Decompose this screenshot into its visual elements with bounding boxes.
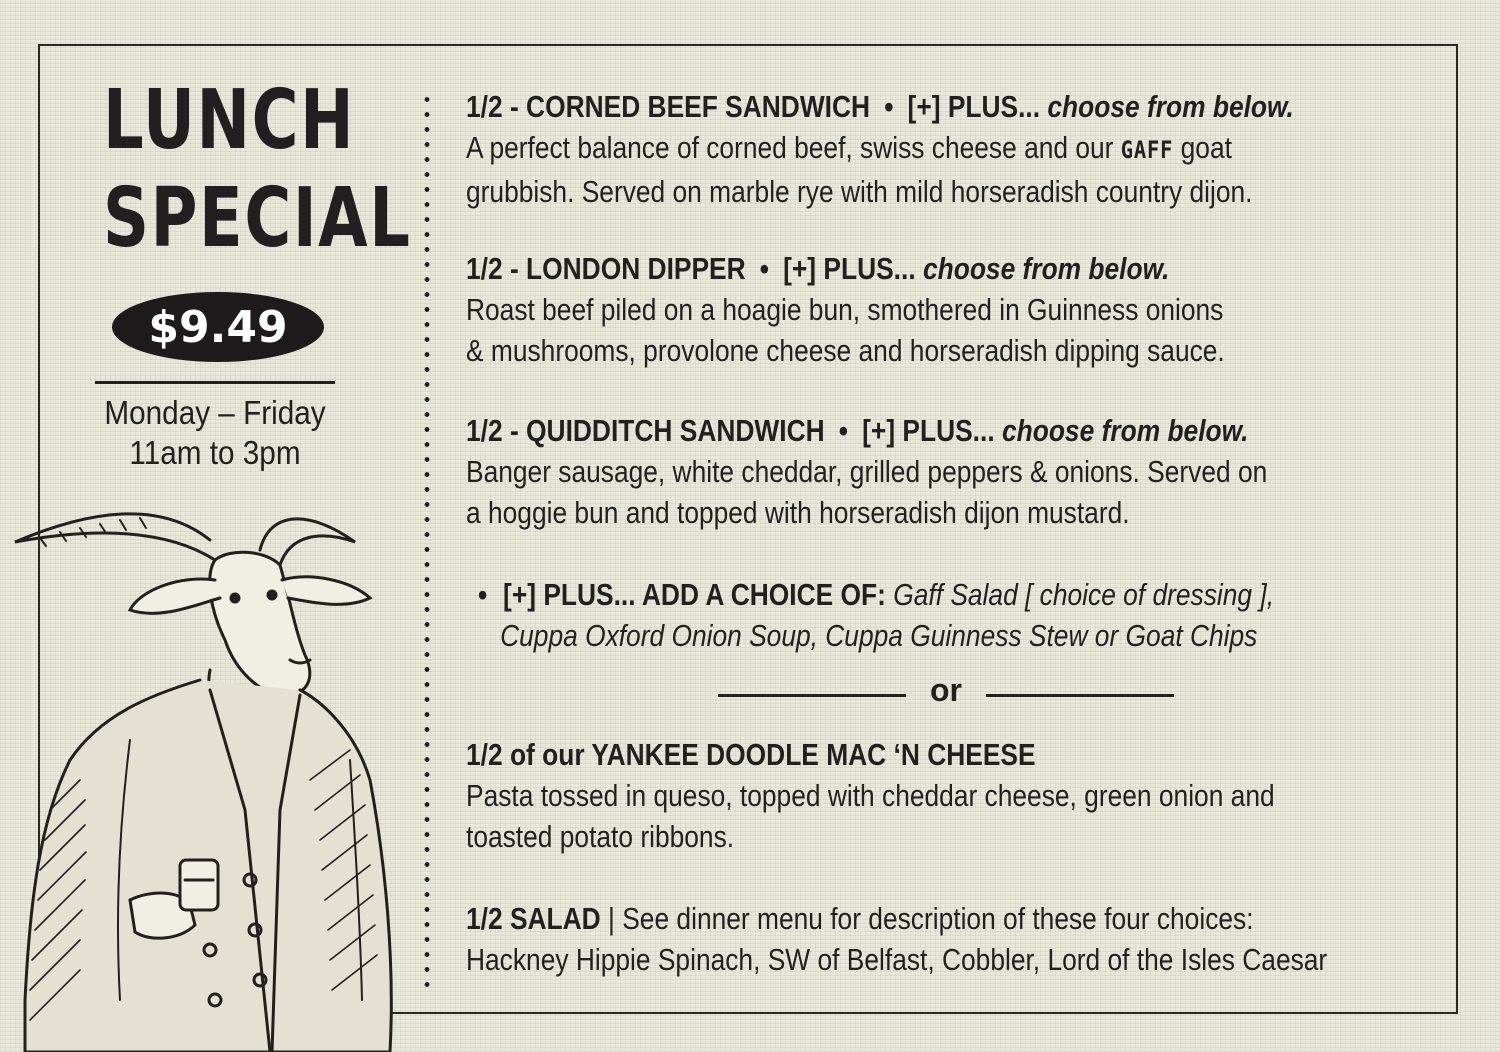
item-description: & mushrooms, provolone cheese and horseradish dipping sauce. [466, 333, 1225, 368]
menu-item-quidditch [466, 410, 1426, 533]
bullet-separator: • [838, 413, 849, 448]
or-text: or [930, 672, 962, 708]
item-description: See dinner menu for description of these four choices: [622, 901, 1254, 936]
menu-item-salad [466, 898, 1426, 980]
item-description: goat [1180, 130, 1232, 165]
addon-options: Gaff Salad [ choice of dressing ], [893, 577, 1275, 612]
item-description: Pasta tossed in queso, topped with cheddar cheese, green onion and [466, 778, 1275, 813]
lunch-title: LUNCH [103, 73, 356, 168]
dotted-divider [424, 92, 430, 992]
divider-rule [95, 381, 335, 384]
pipe-separator: | [608, 901, 615, 936]
addon-options: Cuppa Oxford Onion Soup, Cuppa Guinness Stew or Goat Chips [500, 618, 1258, 653]
goat-gentleman-illustration [10, 480, 410, 1052]
item-heading: 1/2 - QUIDDITCH SANDWICH [466, 413, 825, 448]
special-title: SPECIAL [103, 171, 412, 266]
item-description: toasted potato ribbons. [466, 819, 735, 854]
plus-label: [+] PLUS... [907, 89, 1041, 124]
addon-bullet: • [478, 577, 488, 612]
addon-label: [+] PLUS... ADD A CHOICE OF: [503, 577, 886, 612]
item-heading: 1/2 of our YANKEE DOODLE MAC ‘N CHEESE [466, 737, 1036, 772]
days-text: Monday – Friday [104, 394, 326, 431]
item-description: Roast beef piled on a hoagie bun, smothered in Guinness onions [466, 292, 1224, 327]
addon-choices [478, 574, 1438, 656]
menu-item-mac-cheese [466, 734, 1426, 857]
choose-label: choose from below. [922, 251, 1170, 286]
or-divider [718, 672, 1174, 716]
item-description: A perfect balance of corned beef, swiss cheese and our [466, 130, 1114, 165]
bullet-separator: • [884, 89, 894, 124]
item-heading: 1/2 SALAD [466, 901, 601, 936]
item-heading: 1/2 - CORNED BEEF SANDWICH [466, 89, 871, 124]
gaff-logo: GAFF [1120, 136, 1174, 164]
item-description: Hackney Hippie Spinach, SW of Belfast, Cobbler, Lord of the Isles Caesar [466, 942, 1328, 977]
item-description: Banger sausage, white cheddar, grilled peppers & onions. Served on [466, 454, 1268, 489]
plus-label: [+] PLUS... [783, 251, 916, 286]
item-heading: 1/2 - LONDON DIPPER [466, 251, 746, 286]
plus-label: [+] PLUS... [862, 413, 995, 448]
or-rule-right [986, 694, 1174, 697]
item-description: a hoggie bun and topped with horseradish dijon mustard. [466, 495, 1130, 530]
choose-label: choose from below. [1047, 89, 1294, 124]
menu-item-corned-beef [466, 86, 1426, 212]
price-badge [112, 292, 324, 362]
choose-label: choose from below. [1001, 413, 1249, 448]
price-text: $9.49 [148, 301, 288, 353]
time-text: 11am to 3pm [129, 434, 301, 471]
menu-item-london-dipper [466, 248, 1426, 371]
bullet-separator: • [759, 251, 770, 286]
item-description: grubbish. Served on marble rye with mild horseradish country dijon. [466, 174, 1253, 209]
